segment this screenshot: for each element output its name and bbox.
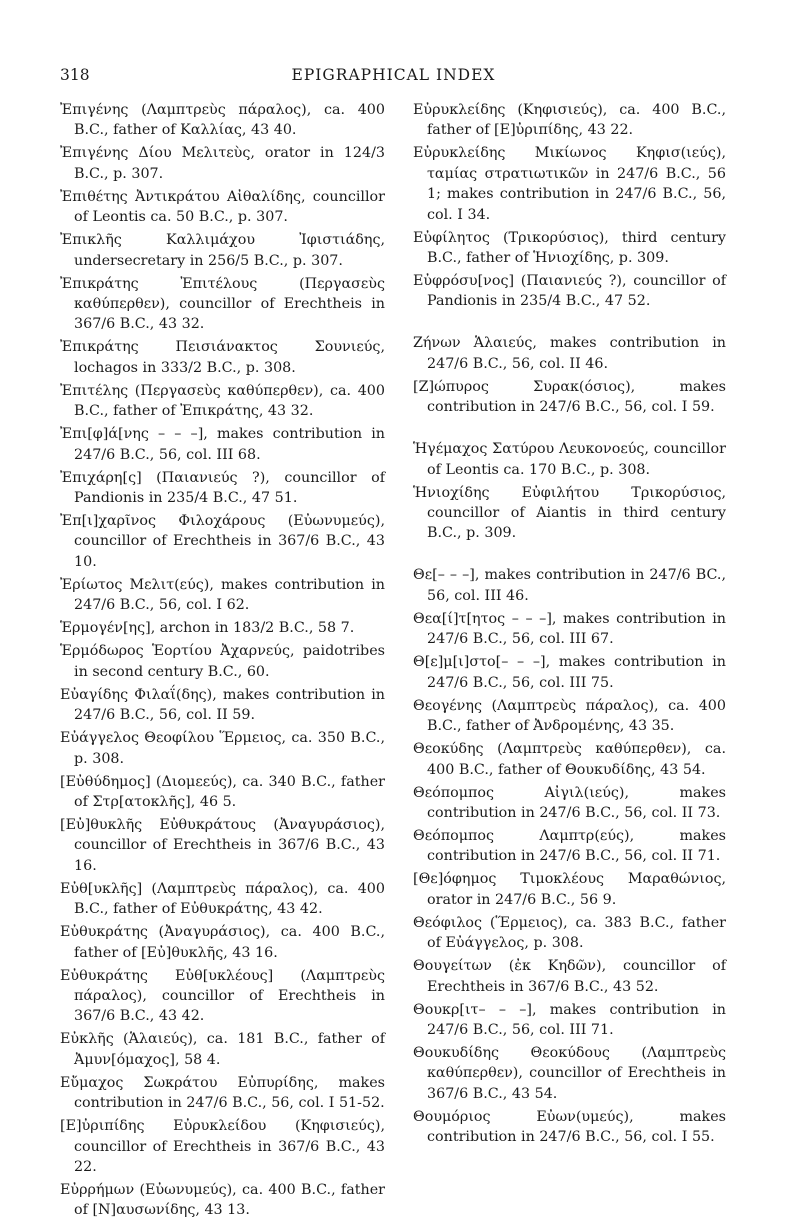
index-entry: Ἑρμόδωρος Ἑορτίου Ἀχαρνεύς, paidotribes in second century B.C., 60. <box>60 643 385 680</box>
index-entry: Εὐφίλητος (Τρικορύσιος), third century B.C., father of Ἡνιοχίδης, p. 309. <box>413 229 726 267</box>
index-entry: Εὐάγγελος Θεοφίλου Ἕρμειος, ca. 350 B.C., p. 308. <box>60 730 385 767</box>
index-entry: Ἑρμογέν[ης], archon in 183/2 B.C., 58 7. <box>60 620 355 637</box>
index-entry: Θε[– – –], makes contribution in 247/6 BC., 56, col. III 46. <box>413 567 726 604</box>
index-entry: Θεογένης (Λαμπτρεὺς πάραλος), ca. 400 B.C., father of Ἀνδρομένης, 43 35. <box>413 697 726 735</box>
index-entry: Θουμόριος Εὐων(υμεύς), makes contribution in 247/6 B.C., 56, col. I 55. <box>413 1108 726 1146</box>
index-entry: Θουκρ[ιτ– – –], makes contribution in 247/6 B.C., 56, col. III 71. <box>413 1001 726 1038</box>
right-column <box>413 100 726 1150</box>
index-entry: [Εὐ]θυκλῆς Εὐθυκράτους (Ἀναγυράσιος), councillor of Erechtheis in 367/6 B.C., 43 16. <box>60 816 385 874</box>
index-entry: Εὐθ[υκλῆς] (Λαμπτρεὺς πάραλος), ca. 400 B.C., father of Εὐθυκράτης, 43 42. <box>60 880 385 918</box>
running-head: EPIGRAPHICAL INDEX <box>291 66 496 84</box>
index-entry: Ἐπιθέτης Ἀντικράτου Αἰθαλίδης, councillor of Leontis ca. 50 B.C., p. 307. <box>60 188 385 226</box>
index-entry: Ἐρίωτος Μελιτ(εύς), makes contribution in 247/6 B.C., 56, col. I 62. <box>60 576 385 614</box>
index-entry: Θεα[ί]τ[ητος – – –], makes contribution in 247/6 B.C., 56, col. III 67. <box>413 610 726 648</box>
index-entry: Ἐπιγένης (Λαμπτρεὺς πάραλος), ca. 400 B.C., father of Καλλίας, 43 40. <box>60 102 385 139</box>
index-entry: Θουκυδίδης Θεοκύδους (Λαμπτρεὺς καθύπερθεν), councillor of Erechtheis in 367/6 B.C., 43 54. <box>413 1044 726 1102</box>
index-entry: Θεόφιλος (Ἕρμειος), ca. 383 B.C., father of Εὐάγγελος, p. 308. <box>413 914 726 952</box>
index-entry: Εὔμαχος Σωκράτου Εὐπυρίδης, makes contribution in 247/6 B.C., 56, col. I 51-52. <box>60 1074 385 1112</box>
index-entry: [Θε]όφημος Τιμοκλέους Μαραθώνιος, orator in 247/6 B.C., 56 9. <box>413 871 726 908</box>
index-entry: Θεόπομπος Λαμπτρ(εύς), makes contribution in 247/6 B.C., 56, col. II 71. <box>413 827 726 865</box>
index-entry: Ἐπικλῆς Καλλιμάχου Ἰφιστιάδης, undersecretary in 256/5 B.C., p. 307. <box>60 232 385 269</box>
index-entry: Εὐρυκλείδης Μικίωνος Κηφισ(ιεύς), ταμίας στρατιωτικῶν in 247/6 B.C., 56 1; makes contribution in 247/6 B.C., 56, col. I 34. <box>413 145 726 223</box>
index-entry: Ἐπικράτης Πεισιάνακτος Σουνιεύς, lochagos in 333/2 B.C., p. 308. <box>60 339 385 376</box>
index-entry: Ἐπ[ι]χαρῖνος Φιλοχάρους (Εὐωνυμεύς), councillor of Erechtheis in 367/6 B.C., 43 10. <box>60 513 385 570</box>
index-entry: Ἐπιτέλης (Περγασεὺς καθύπερθεν), ca. 400 B.C., father of Ἐπικράτης, 43 32. <box>60 382 385 420</box>
letter-group-gap <box>413 314 726 333</box>
index-entry: [Ζ]ώπυρος Συρακ(όσιος), makes contribution in 247/6 B.C., 56, col. I 59. <box>413 378 726 416</box>
index-entry: Ζήνων Ἁλαιεύς, makes contribution in 247/6 B.C., 56, col. II 46. <box>413 335 726 372</box>
page-number: 318 <box>60 66 90 84</box>
index-entry: Θ[ε]μ[ι]στο[– – –], makes contribution in 247/6 B.C., 56, col. III 75. <box>413 654 726 691</box>
left-column <box>60 100 385 1223</box>
letter-group-gap <box>413 546 726 565</box>
index-entry: Εὐρρήμων (Εὐωνυμεύς), ca. 400 B.C., father of [Ν]αυσωνίδης, 43 13. <box>60 1181 385 1219</box>
index-entry: Θεόπομπος Αἰγιλ(ιεύς), makes contribution in 247/6 B.C., 56, col. II 73. <box>413 784 726 821</box>
index-entry: Εὐθυκράτης (Ἀναγυράσιος), ca. 400 B.C., father of [Εὐ]θυκλῆς, 43 16. <box>60 924 385 961</box>
index-entry: Ἐπι[φ]ά[νης – – –], makes contribution in 247/6 B.C., 56, col. III 68. <box>60 426 385 463</box>
index-entry: Ἐπιχάρη[ς] (Παιανιεύς ?), councillor of Pandionis in 235/4 B.C., 47 51. <box>60 469 385 507</box>
index-entry: Ἡγέμαχος Σατύρου Λευκονοεύς, councillor of Leontis ca. 170 B.C., p. 308. <box>413 441 726 478</box>
index-entry: Ἐπικράτης Ἐπιτέλους (Περγασεὺς καθύπερθεν), councillor of Erechtheis in 367/6 B.C., 43 32. <box>60 275 385 333</box>
index-entry: [Ε]ὐριπίδης Εὐρυκλείδου (Κηφισιεύς), councillor of Erechtheis in 367/6 B.C., 43 22. <box>60 1118 385 1175</box>
index-entry: Θουγείτων (ἐκ Κηδῶν), councillor of Erechtheis in 367/6 B.C., 43 52. <box>413 958 726 995</box>
index-entry: Εὐθυκράτης Εὐθ[υκλέους] (Λαμπτρεὺς πάραλος), councillor of Erechtheis in 367/6 B.C., 43 42. <box>60 967 385 1025</box>
index-entry: Θεοκύδης (Λαμπτρεὺς καθύπερθεν), ca. 400 B.C., father of Θουκυδίδης, 43 54. <box>413 741 726 778</box>
letter-group-gap <box>413 420 726 439</box>
index-entry: Εὐκλῆς (Ἁλαιεύς), ca. 181 B.C., father of Ἀμυν[όμαχος], 58 4. <box>60 1031 385 1068</box>
index-entry: Ἐπιγένης Δίου Μελιτεὺς, orator in 124/3 B.C., p. 307. <box>60 145 385 182</box>
index-entry: Εὐαγίδης Φιλαΐ(δης), makes contribution in 247/6 B.C., 56, col. II 59. <box>60 686 385 724</box>
index-entry: Ἡνιοχίδης Εὐφιλήτου Τρικορύσιος, councillor of Aiantis in third century B.C., p. 309. <box>413 484 726 542</box>
index-entry: [Εὐθύδημος] (Διομεεύς), ca. 340 B.C., father of Στρ[ατοκλῆς], 46 5. <box>60 773 385 810</box>
index-entry: Εὐφρόσυ[νος] (Παιανιεύς ?), councillor of Pandionis in 235/4 B.C., 47 52. <box>413 273 726 310</box>
index-entry: Εὐρυκλείδης (Κηφισιεύς), ca. 400 B.C., father of [Ε]ὐριπίδης, 43 22. <box>413 102 726 139</box>
